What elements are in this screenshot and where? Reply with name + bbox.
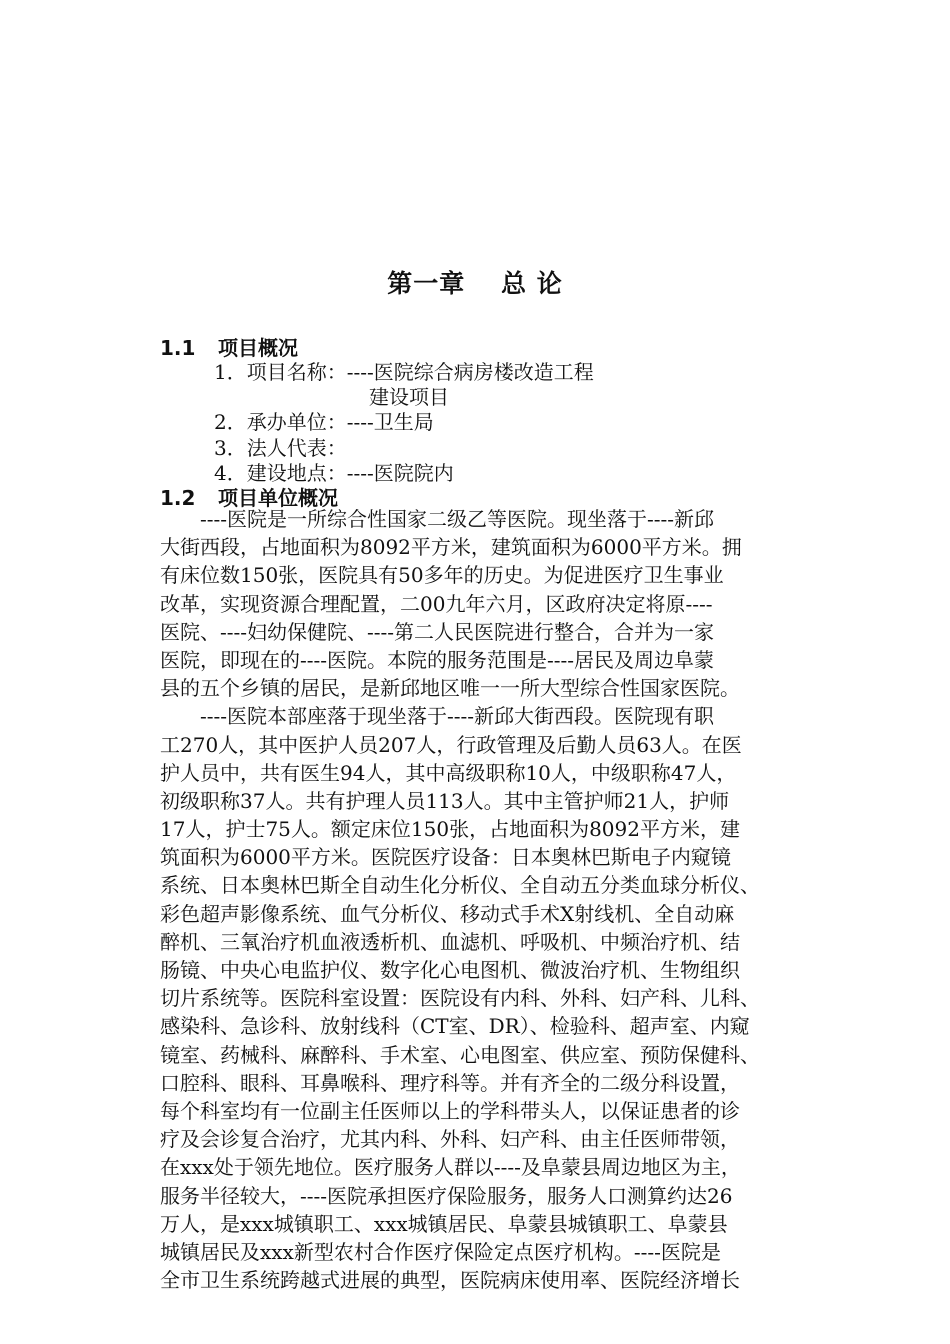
paragraph-line: 服务半径较大，----医院承担医疗保险服务，服务人口测算约达26 (160, 1183, 733, 1208)
paragraph-line: 系统、日本奥林巴斯全自动生化分析仪、全自动五分类血球分析仪、 (160, 873, 760, 898)
paragraph-line: 万人，是xxx城镇职工、xxx城镇居民、阜蒙县城镇职工、阜蒙县 (160, 1211, 728, 1236)
paragraph-line: 全市卫生系统跨越式进展的典型，医院病床使用率、医院经济增长 (160, 1268, 740, 1293)
section-number: 1.2 (160, 486, 196, 510)
paragraph-line: 医院、----妇幼保健院、----第二人民医院进行整合，合并为一家 (160, 619, 715, 644)
paragraph-line: 工270人，其中医护人员207人，行政管理及后勤人员63人。在医 (160, 732, 742, 757)
paragraph-line: 县的五个乡镇的居民，是新邱地区唯一一所大型综合性国家医院。 (160, 676, 740, 701)
paragraph-line: 切片系统等。医院科室设置：医院设有内科、外科、妇产科、儿科、 (160, 986, 760, 1011)
paragraph-line: ----医院是一所综合性国家二级乙等医院。现坐落于----新邱 (160, 507, 715, 531)
paragraph-line: 护人员中，共有医生94人，其中高级职称10人，中级职称47人， (160, 760, 737, 785)
paragraph-line: 17人，护士75人。额定床位150张，占地面积为8092平方米，建 (160, 817, 740, 842)
paragraph-line: 大街西段，占地面积为8092平方米，建筑面积为6000平方米。拥 (160, 535, 742, 560)
paragraph-line: 改革，实现资源合理配置，二00九年六月，区政府决定将原---- (160, 591, 713, 616)
section-title: 项目概况 (218, 336, 298, 360)
paragraph-line: 每个科室均有一位副主任医师以上的学科带头人，以保证患者的诊 (160, 1098, 740, 1123)
body-paragraphs (160, 505, 860, 1294)
paragraph-line: 彩色超声影像系统、血气分析仪、移动式手术X射线机、全自动麻 (160, 901, 735, 926)
paragraph-line: 肠镜、中央心电监护仪、数字化心电图机、微波治疗机、生物组织 (160, 958, 740, 982)
paragraph-line: 初级职称37人。共有护理人员113人。其中主管护师21人，护师 (160, 788, 730, 813)
paragraph-line: 疗及会诊复合治疗，尤其内科、外科、妇产科、由主任医师带领， (160, 1127, 740, 1152)
item-host-unit: 2．承办单位：----卫生局 (214, 410, 434, 434)
item-project-name-cont: 建设项目 (369, 385, 449, 409)
paragraph-line: 城镇居民及xxx新型农村合作医疗保险定点医疗机构。----医院是 (160, 1239, 721, 1264)
paragraph-line: 镜室、药械科、麻醉科、手术室、心电图室、供应室、预防保健科、 (160, 1042, 760, 1067)
paragraph-line: 口腔科、眼科、耳鼻喉科、理疗科等。并有齐全的二级分科设置， (160, 1070, 740, 1095)
section-number: 1.1 (160, 336, 196, 360)
paragraph-line: 有床位数150张，医院具有50多年的历史。为促进医疗卫生事业 (160, 563, 724, 588)
item-legal-rep: 3．法人代表： (214, 436, 347, 460)
paragraph-line: 在xxx处于领先地位。医疗服务人群以----及阜蒙县周边地区为主， (160, 1155, 741, 1180)
paragraph-line: 醉机、三氧治疗机血液透析机、血滤机、呼吸机、中频治疗机、结 (160, 929, 740, 954)
paragraph-line: ----医院本部座落于现坐落于----新邱大街西段。医院现有职 (160, 704, 715, 729)
section-title: 项目单位概况 (218, 486, 338, 510)
item-project-name: 1．项目名称：----医院综合病房楼改造工程 (214, 360, 594, 384)
paragraph-line: 筑面积为6000平方米。医院医疗设备：日本奥林巴斯电子内窥镜 (160, 845, 731, 870)
paragraph-line: 感染科、急诊科、放射线科（CT室、DR）、检验科、超声室、内窥 (160, 1014, 750, 1039)
chapter-title: 第一章 总 论 (387, 269, 563, 298)
paragraph-line: 医院，即现在的----医院。本院的服务范围是----居民及周边阜蒙 (160, 647, 715, 672)
item-location: 4．建设地点：----医院院内 (214, 461, 454, 485)
